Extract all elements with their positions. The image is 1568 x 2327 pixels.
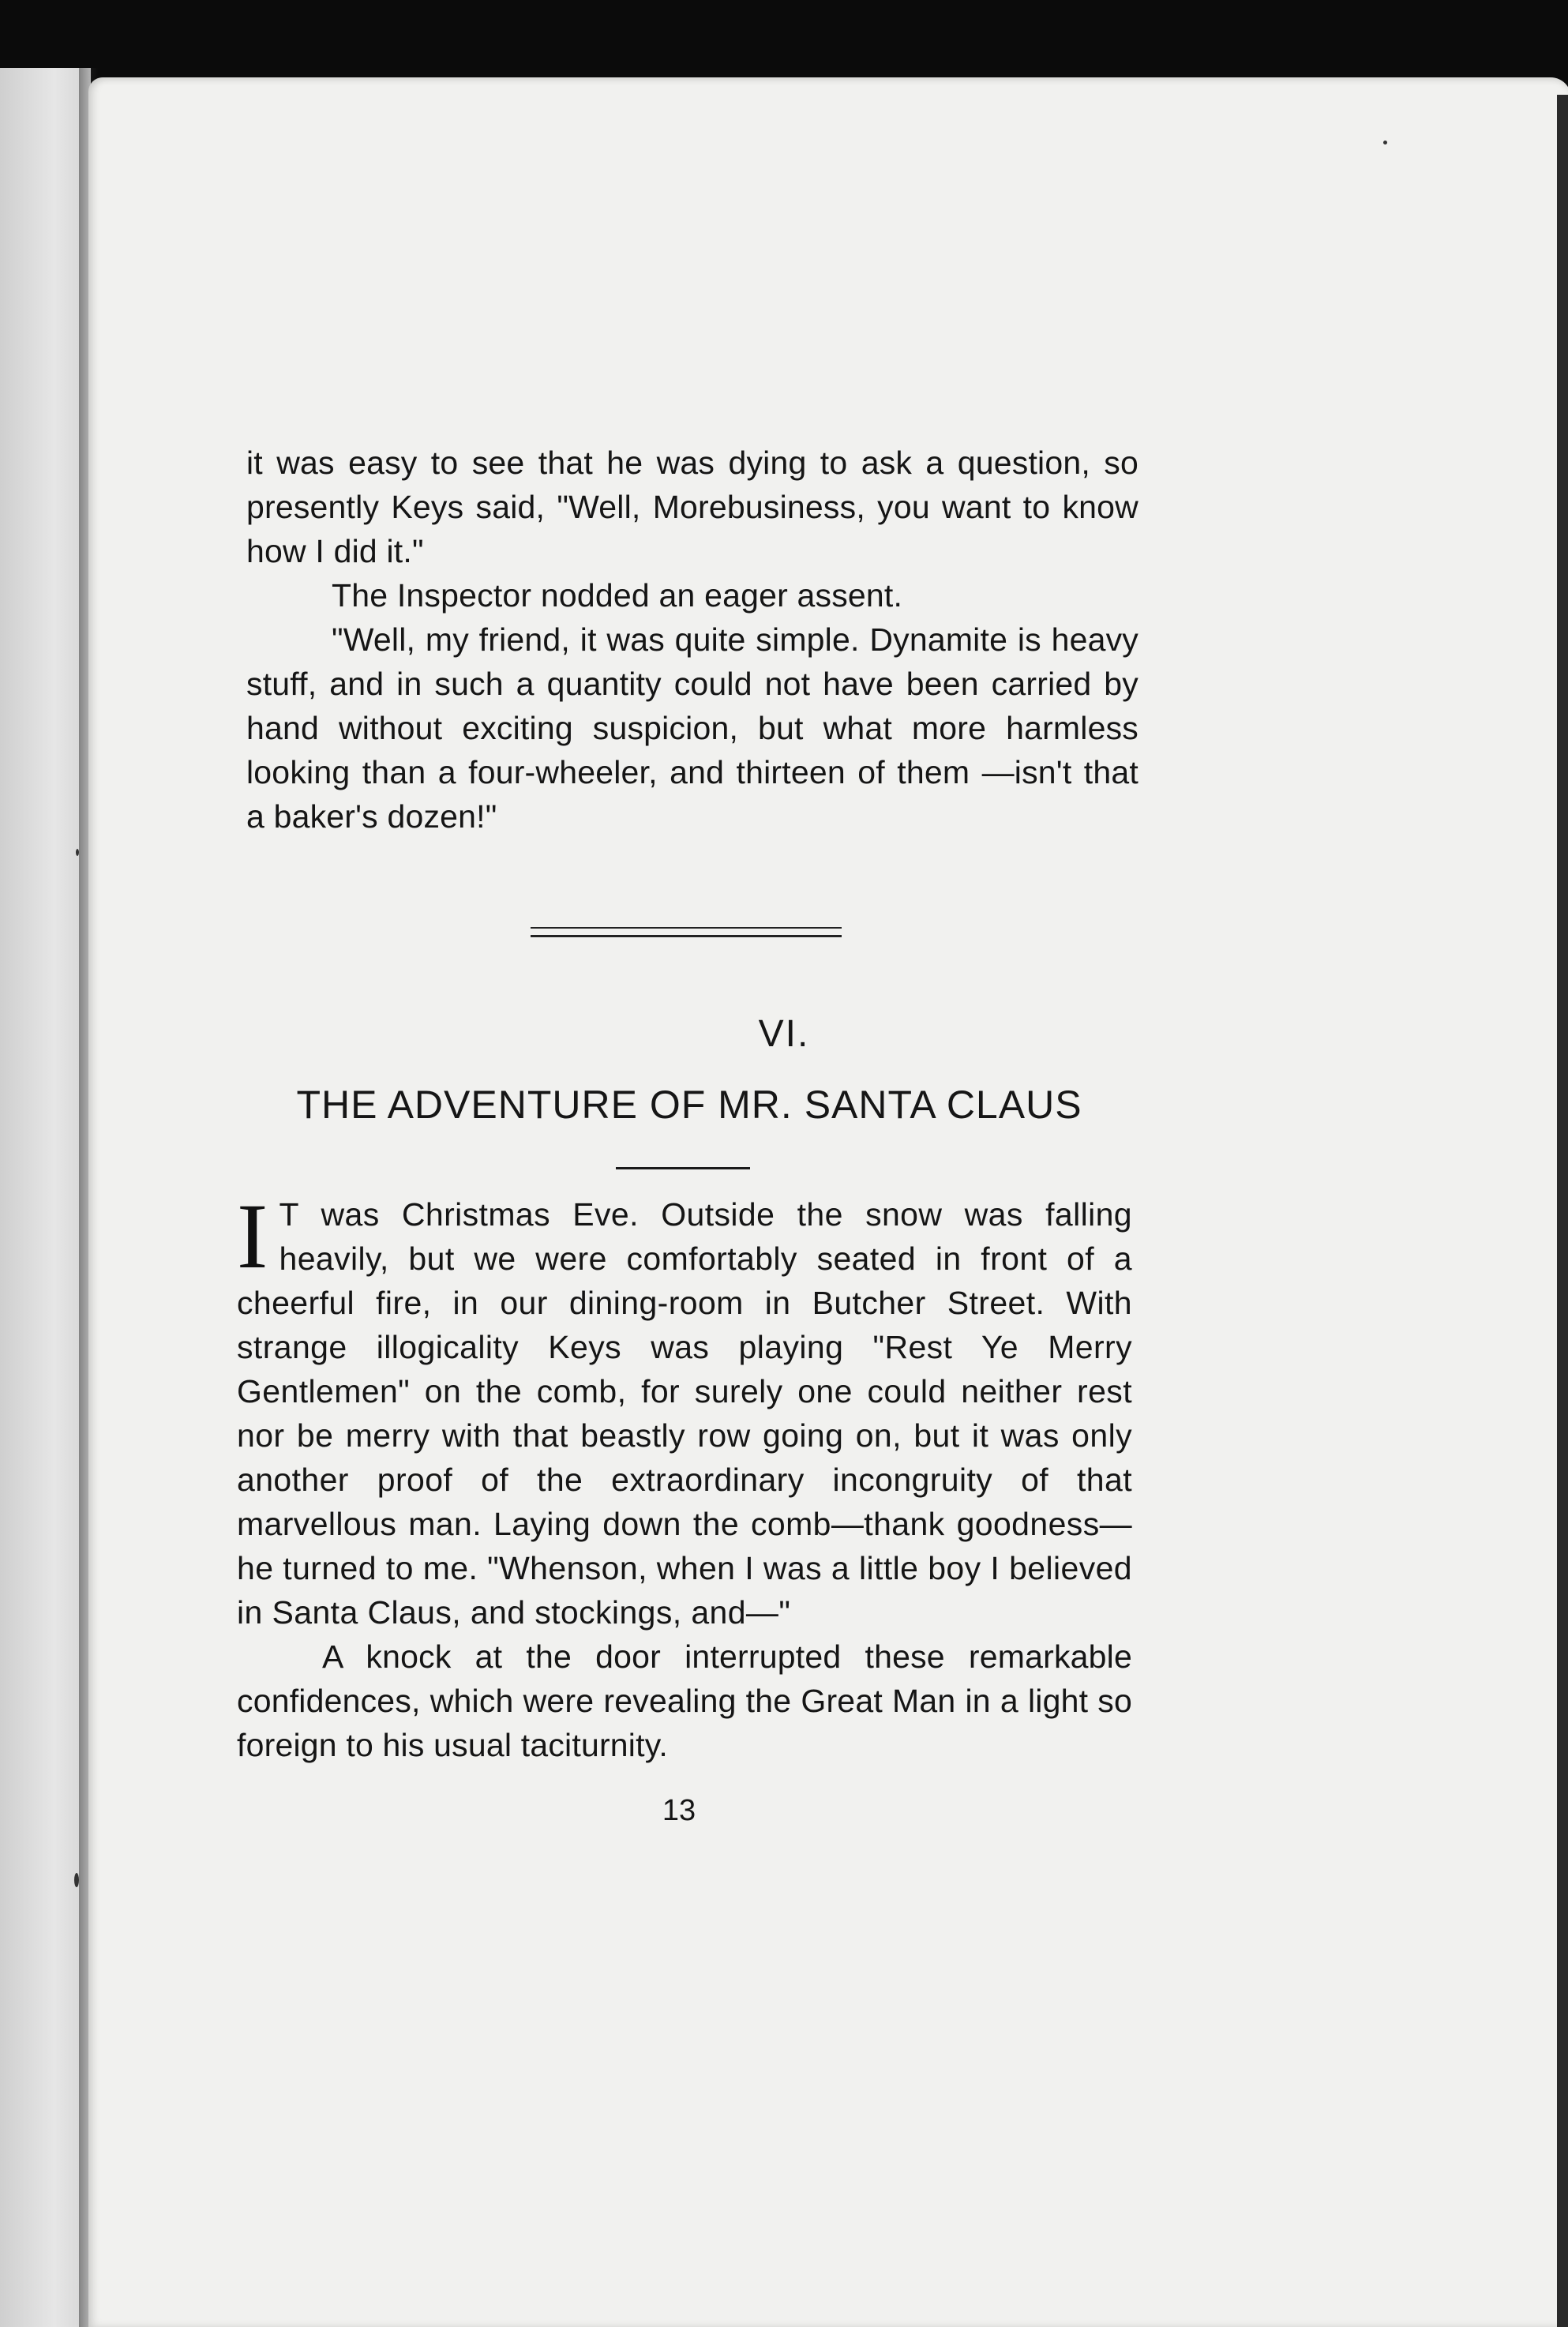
paragraph [237, 1184, 1132, 1635]
paragraph: A knock at the door interrupted these remarkable confidences, which were revealing the Great Man in a light so foreign to his usual taciturnity. [237, 1638, 1132, 1763]
paper-speck [1383, 141, 1387, 144]
title-underline [616, 1167, 750, 1169]
facing-page-edge [0, 68, 91, 2327]
paragraph: The Inspector nodded an eager assent. [332, 577, 903, 614]
drop-cap: I [237, 1184, 268, 1288]
continued-text [246, 441, 1138, 839]
paragraph: "Well, my friend, it was quite simple. Dynamite is heavy stuff, and in such a quantity could not have been carried by hand without exciting suspicion, but what more harmless looking than a four-wheeler, and thirteen of them —isn't that a baker's dozen!" [246, 621, 1138, 835]
paper-speck [76, 849, 79, 856]
paragraph-text: T was Christmas Eve. Outside the snow was falling heavily, but we were comfortably seated in front of a cheerful fire, in our dining-room in Butcher Street. With strange illogicality Keys was playing "Rest Ye Merry Gentlemen" on the comb, for surely one could neither rest nor be merry with that beastly row going on, but it was only another proof of the extraordinary incongruity of that marvellous man. Laying down the comb—thank goodness—he turned to me. "Whenson, when I was a little boy I believed in Santa Claus, and stockings, and—" [237, 1196, 1132, 1631]
page-number: 13 [662, 1794, 696, 1827]
paragraph: it was easy to see that he was dying to ask a question, so presently Keys said, "Well, Morebusiness, you want to know how I did it." [246, 445, 1138, 569]
section-divider [531, 927, 842, 937]
paper-speck [74, 1873, 79, 1887]
chapter-number: VI. [758, 1013, 810, 1055]
chapter-text [237, 1184, 1132, 1767]
page-right-edge [1557, 95, 1568, 2327]
chapter-title: THE ADVENTURE OF MR. SANTA CLAUS [296, 1083, 1082, 1127]
